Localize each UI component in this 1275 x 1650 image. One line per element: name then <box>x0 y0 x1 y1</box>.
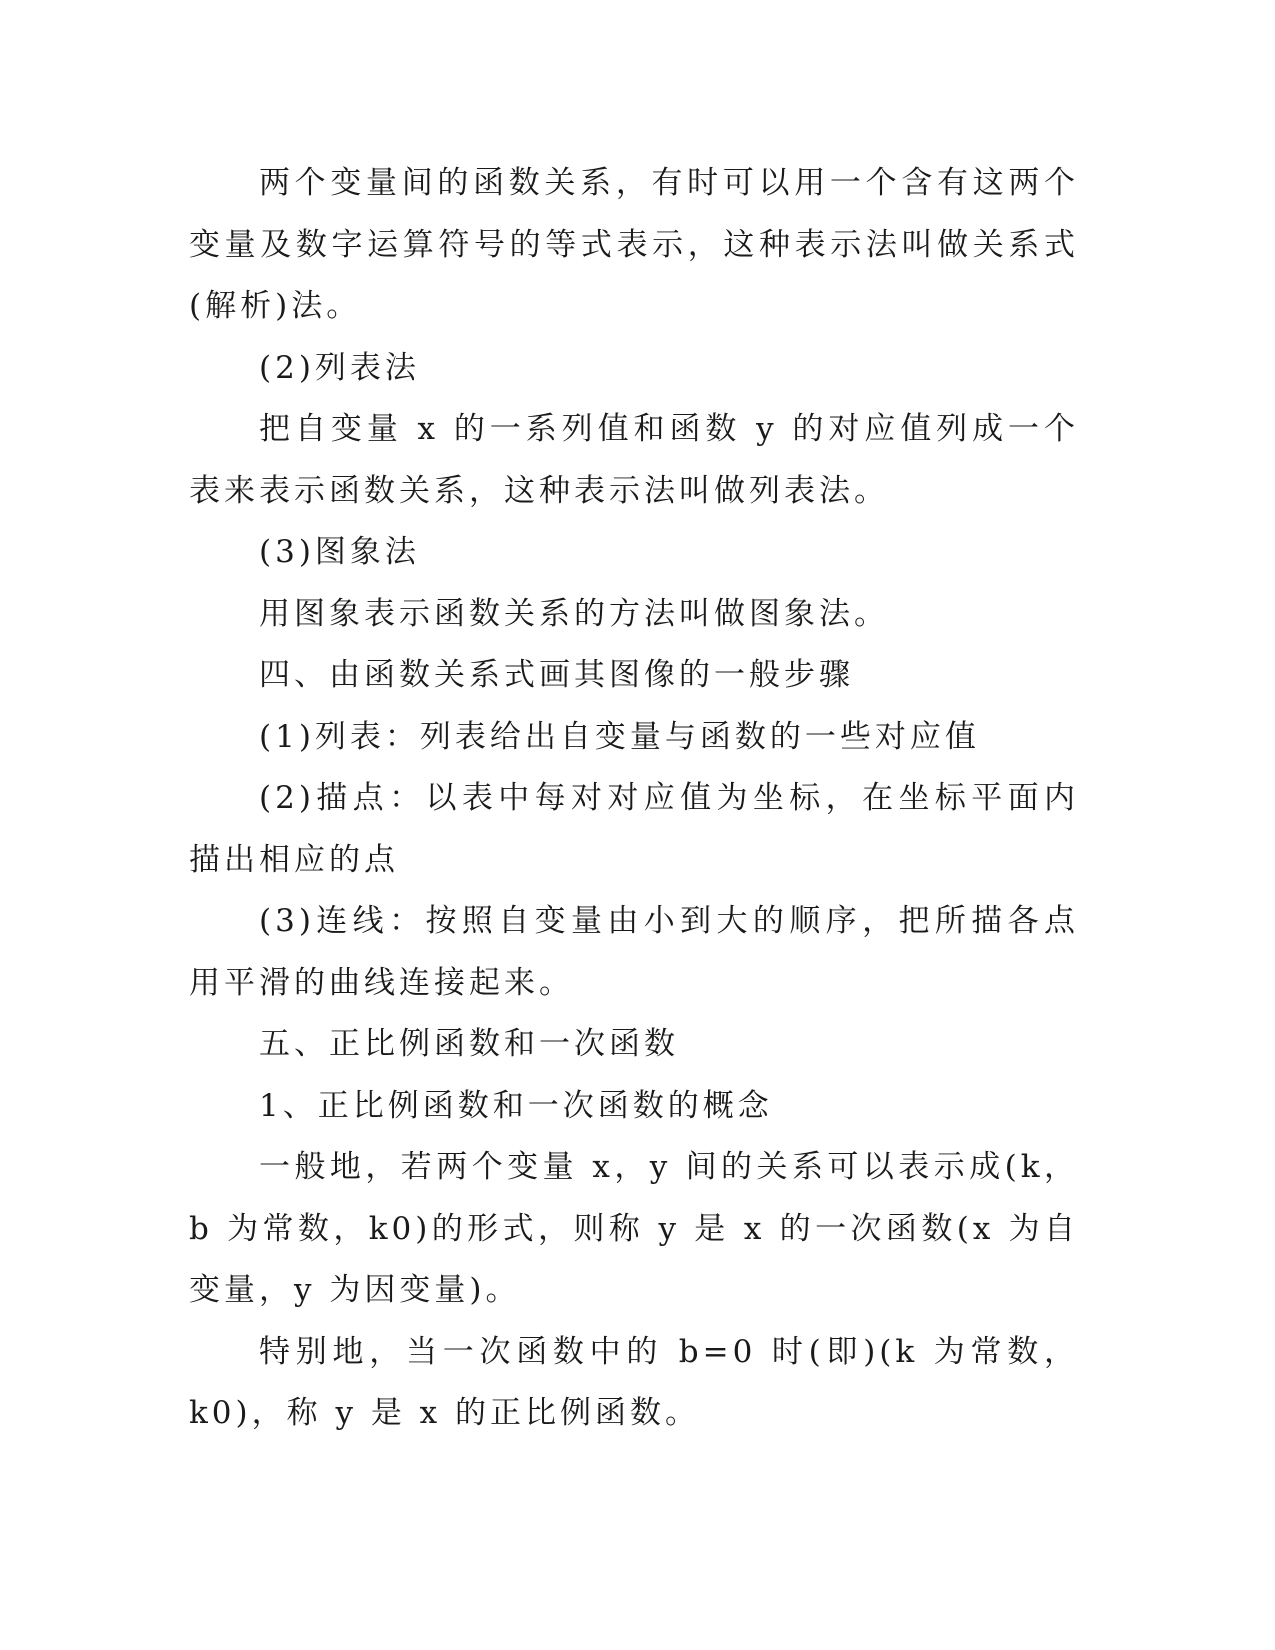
paragraph-table-method: 把自变量 x 的一系列值和函数 y 的对应值列成一个表来表示函数关系，这种表示法叫做列表法。 <box>189 411 1079 509</box>
step-list-table: (1)列表：列表给出自变量与函数的一些对应值 <box>259 718 980 755</box>
heading-table-method: (2)列表法 <box>259 349 420 386</box>
paragraph-proportional-definition: 特别地，当一次函数中的 b=0 时(即)(k 为常数，k0)，称 y 是 x 的正比例函数。 <box>189 1333 1079 1431</box>
paragraph-analytic-method: 两个变量间的函数关系，有时可以用一个含有这两个变量及数字运算符号的等式表示，这种表示法叫做关系式(解析)法。 <box>189 165 1079 324</box>
paragraph-linear-definition: 一般地，若两个变量 x，y 间的关系可以表示成(k，b 为常数，k0)的形式，则称 y 是 x 的一次函数(x 为自变量，y 为因变量)。 <box>189 1149 1079 1308</box>
section-heading-drawing-steps: 四、由函数关系式画其图像的一般步骤 <box>259 657 854 693</box>
heading-graph-method: (3)图象法 <box>259 534 420 570</box>
document-body <box>189 153 1079 1445</box>
paragraph-graph-method: 用图象表示函数关系的方法叫做图象法。 <box>259 595 889 632</box>
subheading-linear-concepts: 1、正比例函数和一次函数的概念 <box>259 1087 773 1124</box>
section-heading-linear-functions: 五、正比例函数和一次函数 <box>259 1026 679 1062</box>
step-connect-lines: (3)连线：按照自变量由小到大的顺序，把所描各点用平滑的曲线连接起来。 <box>189 903 1079 1001</box>
step-plot-points: (2)描点：以表中每对对应值为坐标，在坐标平面内描出相应的点 <box>189 780 1079 878</box>
